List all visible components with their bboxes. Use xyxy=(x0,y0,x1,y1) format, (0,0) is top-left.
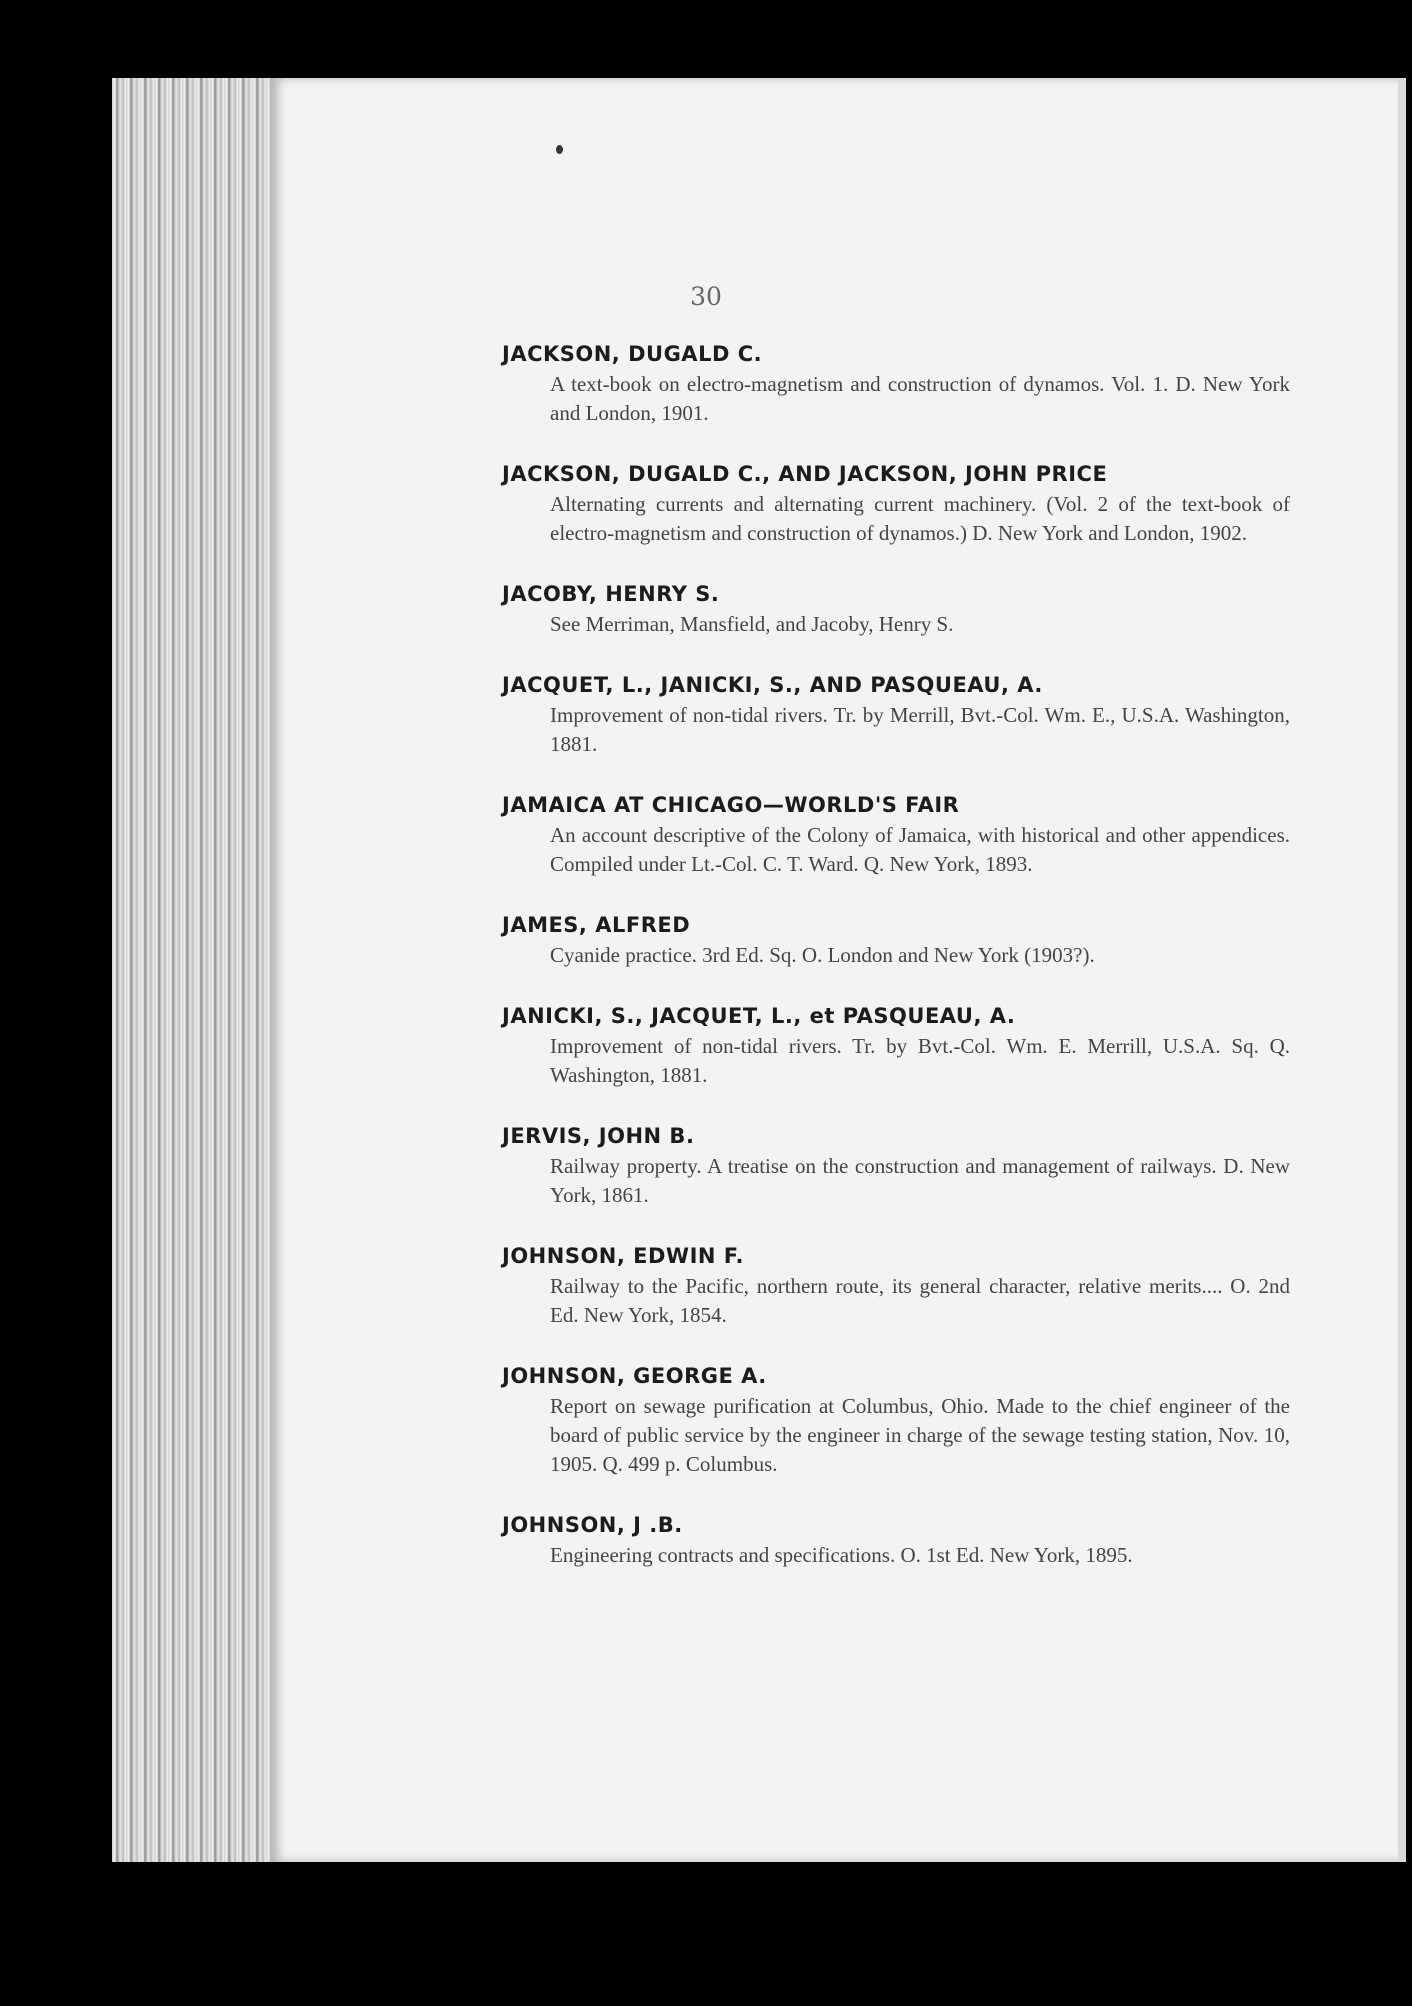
bibliography-entries xyxy=(502,338,1290,1600)
entry-heading: JOHNSON, EDWIN F. xyxy=(502,1244,745,1268)
entry-heading: JAMES, ALFRED xyxy=(502,913,691,937)
entry-body: Railway property. A treatise on the construction and management of railways. D. New York, 1861. xyxy=(550,1154,1290,1207)
entry xyxy=(502,338,1290,428)
entry-heading: JOHNSON, J .B. xyxy=(502,1513,683,1537)
entry-body: Alternating currents and alternating current machinery. (Vol. 2 of the text-book of electro-magnetism and construction of dynamos.) D. New York and London, 1902. xyxy=(550,492,1290,545)
entry-body: Improvement of non-tidal rivers. Tr. by Bvt.-Col. Wm. E. Merrill, U.S.A. Sq. Q. Washington, 1881. xyxy=(550,1034,1290,1087)
page-right-edge xyxy=(1398,78,1406,1862)
entry-heading: JANICKI, S., JACQUET, L., et PASQUEAU, A. xyxy=(502,1004,1016,1028)
entry-body: Cyanide practice. 3rd Ed. Sq. O. London and New York (1903?). xyxy=(550,943,1095,967)
entry xyxy=(502,789,1290,879)
entry xyxy=(502,1360,1290,1479)
entry-body: See Merriman, Mansfield, and Jacoby, Henry S. xyxy=(550,612,954,636)
entry-heading: JERVIS, JOHN B. xyxy=(502,1124,695,1148)
entry xyxy=(502,1240,1290,1330)
entry-body: Report on sewage purification at Columbus, Ohio. Made to the chief engineer of the board of public service by the engineer in charge of the sewage testing station, Nov. 10, 1905. Q. 499 p. Columbus. xyxy=(550,1394,1290,1476)
entry xyxy=(502,1509,1290,1570)
page-number: 30 xyxy=(690,282,722,311)
entry xyxy=(502,1000,1290,1090)
entry-body: A text-book on electro-magnetism and construction of dynamos. Vol. 1. D. New York and London, 1901. xyxy=(550,372,1290,425)
entry-heading: JACKSON, DUGALD C., AND JACKSON, JOHN PRICE xyxy=(502,462,1108,486)
entry xyxy=(502,909,1290,970)
entry-body: An account descriptive of the Colony of Jamaica, with historical and other appendices. Compiled under Lt.-Col. C. T. Ward. Q. New York, 1893. xyxy=(550,823,1290,876)
entry xyxy=(502,578,1290,639)
entry-heading: JAMAICA AT CHICAGO—WORLD'S FAIR xyxy=(502,793,960,817)
entry-body: Engineering contracts and specifications. O. 1st Ed. New York, 1895. xyxy=(550,1543,1133,1567)
entry-heading: JACOBY, HENRY S. xyxy=(502,582,720,606)
entry-heading: JACQUET, L., JANICKI, S., AND PASQUEAU, A. xyxy=(502,673,1043,697)
entry xyxy=(502,458,1290,548)
ink-mark xyxy=(556,145,563,154)
entry-heading: JACKSON, DUGALD C. xyxy=(502,342,763,366)
entry xyxy=(502,669,1290,759)
entry-body: Railway to the Pacific, northern route, its general character, relative merits.... O. 2nd Ed. New York, 1854. xyxy=(550,1274,1290,1327)
entry-heading: JOHNSON, GEORGE A. xyxy=(502,1364,767,1388)
entry-body: Improvement of non-tidal rivers. Tr. by Merrill, Bvt.-Col. Wm. E., U.S.A. Washington, 1881. xyxy=(550,703,1290,756)
book-page-edges xyxy=(112,78,282,1862)
entry xyxy=(502,1120,1290,1210)
